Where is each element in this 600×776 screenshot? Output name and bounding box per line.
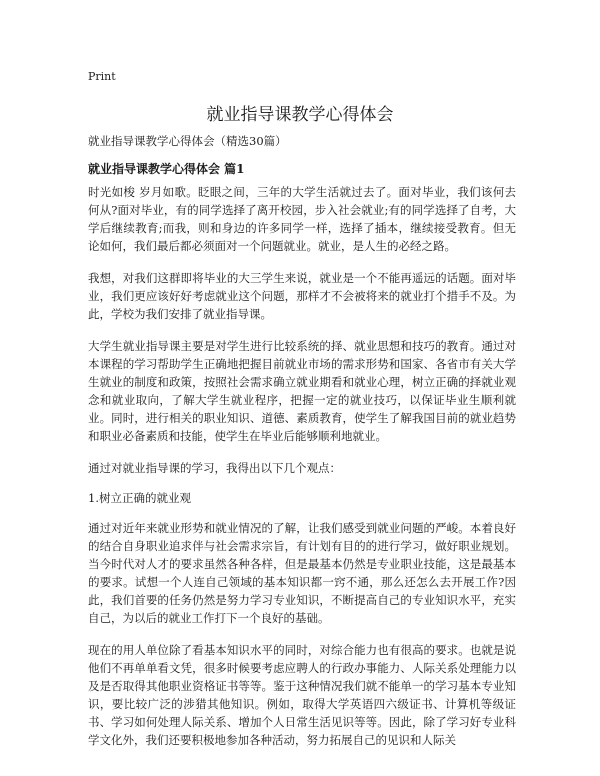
paragraph: 现在的用人单位除了看基本知识水平的同时，对综合能力也有很高的要求。也就是说他们不再单单看文凭，很多时候要考虑应聘人的行政办事能力、人际关系处理能力以及是否取得其他职业资格证书等等。鉴于这种情况我们就不能单一的学习基本专业知识，要比较广泛的涉猎其他知识。例如，取得大学英语四六级证书、计算机等级证书、学习如何处理人际关系、增加个人日常生活见识等等。因此，除了学习好专业科学文化外，我们还要积极地参加各种活动，努力拓展自己的见识和人际关 xyxy=(88,643,516,747)
document-body xyxy=(88,183,516,763)
print-link[interactable]: Print xyxy=(88,70,116,83)
paragraph: 通过对近年来就业形势和就业情况的了解，让我们感受到就业问题的严峻。本着良好的结合自身职业追求伴与社会需求宗旨，有计划有目的的进行学习，做好职业规划。当今时代对人才的要求虽然各种各样，但是最基本仍然是专业职业技能，这是最基本的要求。试想一个人连自己领域的基本知识都一窍不通，那么还怎么去开展工作?因此，我们首要的任务仍然是努力学习专业知识，不断提高自己的专业知识水平，充实自己，为以后的就业工作打下一个良好的基础。 xyxy=(88,521,516,625)
section-heading: 就业指导课教学心得体会 篇1 xyxy=(88,162,245,176)
paragraph: 大学生就业指导课主要是对学生进行比较系统的择、就业思想和技巧的教育。通过对本课程的学习帮助学生正确地把握目前就业市场的需求形势和国家、各省市有关大学生就业的制度和政策，按照社会需求确立就业期看和就业心理，树立正确的择就业观念和就业取向，了解大学生就业程序，把握一定的就业技巧，以保证毕业生顺利就业。同时，进行相关的职业知识、道德、素质教育，使学生了解我国目前的就业趋势和职业必备素质和技能，使学生在毕业后能够顺利地就业。 xyxy=(88,339,516,443)
document-title: 就业指导课教学心得体会 xyxy=(206,105,394,125)
paragraph: 时光如梭 岁月如歌。眨眼之间，三年的大学生活就过去了。面对毕业，我们该何去何从?面对毕业，有的同学选择了离开校园，步入社会就业;有的同学选择了自考，大学后继续教育;而我，则和身边的许多同学一样，选择了插本，继续接受教育。但无论如何，我们最后都必须面对一个问题就业。就业，是人生的必经之路。 xyxy=(88,185,516,253)
paragraph: 我想，对我们这群即将毕业的大三学生来说，就业是一个不能再遥远的话题。面对毕业，我们更应该好好考虑就业这个问题，那样才不会被将来的就业打个措手不及。为此，学校为我们安排了就业指导课。 xyxy=(88,271,516,321)
document-subtitle: 就业指导课教学心得体会（精选30篇） xyxy=(88,134,287,148)
subheading: 1.树立正确的就业观 xyxy=(88,491,191,505)
paragraph: 通过对就业指导课的学习，我得出以下几个观点： xyxy=(88,461,341,475)
